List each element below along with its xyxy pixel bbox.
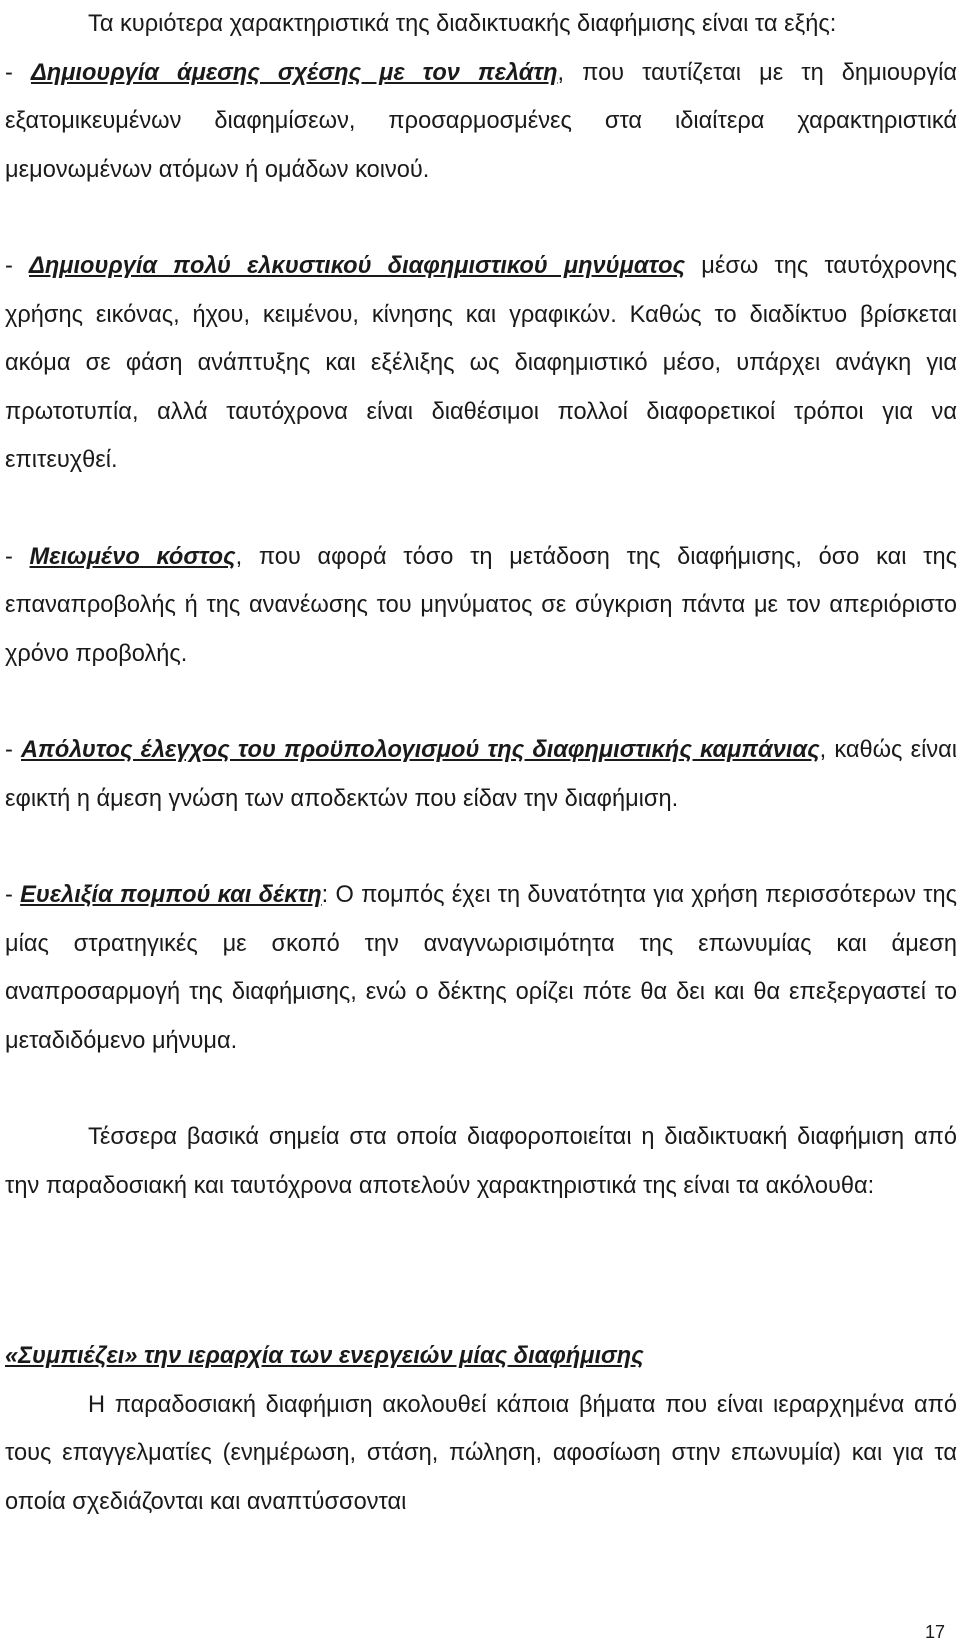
list-item-flexibility bbox=[5, 871, 957, 1065]
list-item-text: , που αφορά τόσο τη μετάδοση της διαφήμισης, όσο και της επαναπροβολής ή της ανανέωσης του μηνύματος σε σύγκριση πάντα με τον απεριόριστο χρόνο προβολής. bbox=[5, 543, 957, 667]
intro-paragraph: Τα κυριότερα χαρακτηριστικά της διαδικτυακής διαφήμισης είναι τα εξής: bbox=[88, 11, 837, 37]
list-item-budget-control bbox=[5, 726, 957, 823]
page-number: 17 bbox=[925, 1622, 946, 1642]
list-item-prefix: - bbox=[5, 882, 21, 908]
list-item-term: Ευελιξία πομπού και δέκτη bbox=[20, 882, 322, 908]
list-item-prefix: - bbox=[5, 253, 30, 279]
list-item-attractive-message bbox=[5, 242, 957, 485]
list-item-term: Μειωμένο κόστος bbox=[29, 543, 236, 570]
list-item-text: , καθώς είναι εφικτή η άμεση γνώση των αποδεκτών που είδαν την διαφήμιση. bbox=[5, 737, 958, 812]
list-item-text: μέσω της ταυτόχρονης χρήσης εικόνας, ήχου, κειμένου, κίνησης και γραφικών. Καθώς το διαδίκτυο βρίσκεται ακόμα σε φάση ανάπτυξης και εξέλιξης ως διαφημιστικό μέσο, υπάρχει ανάγκη για πρωτοτυπία, αλλά ταυτόχρονα είναι διαθέσιμοι πολλοί διαφορετικοί τρόποι για να επιτευχθεί. bbox=[5, 253, 957, 473]
list-item-term: Δημιουργία πολύ ελκυστικού διαφημιστικού μηνύματος bbox=[29, 253, 686, 279]
list-item-reduced-cost bbox=[5, 533, 957, 679]
list-item-term: Δημιουργία άμεσης σχέσης με τον πελάτη bbox=[30, 59, 558, 86]
list-item-prefix: - bbox=[5, 543, 30, 570]
four-points-paragraph: Τέσσερα βασικά σημεία στα οποία διαφοροποιείται η διαδικτυακή διαφήμιση από την παραδοσιακή και ταυτόχρονα αποτελούν χαρακτηριστικά της είναι τα ακόλουθα: bbox=[5, 1124, 957, 1199]
list-item-direct-relationship bbox=[5, 49, 957, 195]
document-body bbox=[5, 0, 957, 1526]
list-item-term: Απόλυτος έλεγχος του προϋπολογισμού της διαφημιστικής καμπάνιας bbox=[21, 737, 820, 763]
section-paragraph: Η παραδοσιακή διαφήμιση ακολουθεί κάποια βήματα που είναι ιεραρχημένα από τους επαγγελματίες (ενημέρωση, στάση, πώληση, αφοσίωση στην επωνυμία) και για τα οποία σχεδιάζονται και αναπτύσσονται bbox=[5, 1391, 957, 1515]
list-item-prefix: - bbox=[5, 59, 31, 86]
list-item-text: , που ταυτίζεται με τη δημιουργία εξατομικευμένων διαφημίσεων, προσαρμοσμένες στα ιδιαίτερα χαρακτηριστικά μεμονωμένων ατόμων ή ομάδων κοινού. bbox=[5, 59, 958, 183]
list-item-text: : Ο πομπός έχει τη δυνατότητα για χρήση περισσότερων της μίας στρατηγικές με σκοπό την αναγνωρισιμότητα της επωνυμίας και άμεση αναπροσαρμογή της διαφήμισης, ενώ ο δέκτης ορίζει πότε θα δει και θα επεξεργαστεί το μεταδιδόμενο μήνυμα. bbox=[5, 882, 957, 1054]
list-item-prefix: - bbox=[5, 737, 22, 763]
section-heading: «Συμπιέζει» την ιεραρχία των ενεργειών μίας διαφήμισης bbox=[5, 1343, 644, 1369]
